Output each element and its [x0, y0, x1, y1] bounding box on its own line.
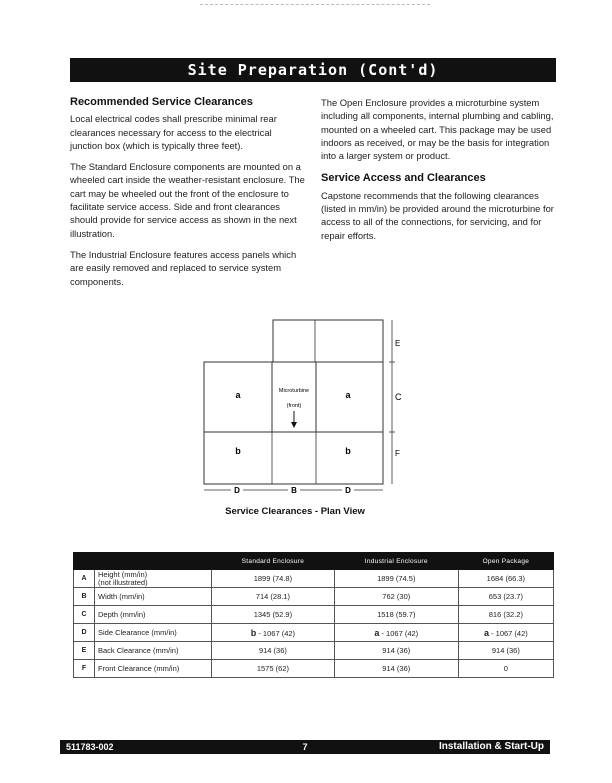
table-row: [74, 588, 554, 606]
row-label: Front Clearance (mm/in): [95, 660, 212, 678]
section-heading: Recommended Service Clearances: [70, 96, 253, 108]
cell-industrial: 762 (30): [334, 588, 458, 606]
dim-c: C: [395, 392, 402, 402]
page-number: 7: [302, 742, 308, 752]
cell-industrial: 914 (36): [334, 642, 458, 660]
back-clearance-box: [273, 320, 383, 362]
cell-open: [458, 624, 553, 642]
clearance-diagram: [198, 316, 408, 496]
clearance-prefix: a: [374, 627, 380, 638]
microturbine-label: Microturbine: [278, 388, 310, 394]
row-label: Width (mm/in): [95, 588, 212, 606]
row-letter: F: [74, 660, 95, 678]
row-letter: A: [74, 570, 95, 588]
label-a-left: a: [235, 390, 241, 400]
cell-industrial: 1899 (74.5): [334, 570, 458, 588]
row-letter: B: [74, 588, 95, 606]
label-b-right: b: [345, 446, 351, 456]
table-row: [74, 606, 554, 624]
diagram-caption: Service Clearances - Plan View: [225, 506, 365, 517]
paragraph: The Industrial Enclosure features access panels which are easily removed and replaced to service system components.: [70, 248, 297, 287]
cell-standard: 914 (36): [212, 642, 335, 660]
row-label: Side Clearance (mm/in): [95, 624, 212, 642]
paragraph: Local electrical codes shall prescribe minimal rear clearances necessary for access to the electrical junction box (which is typically three feet).: [70, 113, 277, 151]
row-letter: E: [74, 642, 95, 660]
clearance-value: - 1067 (42): [379, 628, 419, 638]
top-rule: [200, 4, 430, 5]
table-row: [74, 570, 554, 588]
cell-industrial: [334, 624, 458, 642]
header-industrial: Industrial Enclosure: [334, 553, 458, 570]
label-a-right: a: [345, 390, 351, 400]
clearance-value: - 1067 (42): [256, 628, 296, 638]
row-label: Back Clearance (mm/in): [95, 642, 212, 660]
cell-standard: [212, 624, 335, 642]
cell-open: 816 (32.2): [458, 606, 553, 624]
table-row: [74, 642, 554, 660]
paragraph: The Open Enclosure provides a microturbine system including all components, internal plumbing and cabling, mounted on a wheeled cart. This package may be used indoors as received, or may be the basis for integration into a larger system or product.: [321, 97, 554, 162]
label-b-left: b: [235, 446, 241, 456]
dim-e: E: [395, 339, 401, 348]
cell-standard: 1899 (74.8): [212, 570, 335, 588]
header-blank: [74, 553, 212, 570]
cell-standard: 714 (28.1): [212, 588, 335, 606]
page-footer: [60, 740, 550, 754]
section-heading: Service Access and Clearances: [321, 172, 486, 185]
cell-standard: 1575 (62): [212, 660, 335, 678]
cell-open: 653 (23.7): [458, 588, 553, 606]
row-letter: D: [74, 624, 95, 642]
left-column: [70, 96, 306, 296]
cell-industrial: 1518 (59.7): [334, 606, 458, 624]
header-open: Open Package: [458, 553, 553, 570]
cell-open: 1684 (66.3): [458, 570, 553, 588]
cell-standard: 1345 (52.9): [212, 606, 335, 624]
row-label: Height (mm/in) (not illustrated): [95, 570, 212, 588]
table-row: [74, 624, 554, 642]
cell-open: 914 (36): [458, 642, 553, 660]
specs-table: [73, 552, 554, 678]
row-letter: C: [74, 606, 95, 624]
cell-industrial: 914 (36): [334, 660, 458, 678]
dim-d-right: D: [345, 486, 351, 495]
front-arrow-head-icon: [291, 422, 297, 428]
row-label: Depth (mm/in): [95, 606, 212, 624]
clearance-prefix: a: [483, 627, 489, 638]
dim-f: F: [395, 449, 400, 458]
clearance-value: - 1067 (42): [488, 628, 528, 638]
header-standard: Standard Enclosure: [212, 553, 335, 570]
section-title: Installation & Start-Up: [438, 741, 544, 752]
clearance-prefix: b: [250, 627, 257, 638]
doc-number: 511783-002: [66, 742, 114, 752]
front-clearance-box: [204, 432, 383, 484]
table-row: [74, 660, 554, 678]
front-label: (front): [286, 403, 302, 409]
right-column: [321, 96, 557, 250]
dim-d-left: D: [234, 486, 240, 495]
paragraph: The Standard Enclosure components are mounted on a wheeled cart inside the weather-resistant enclosure. The cart may be wheeled out the front of the enclosure to facilitate service access. Side and front clearances should provide for service access as shown in the next illustration.: [70, 161, 305, 239]
dim-b: B: [291, 486, 297, 495]
paragraph: Capstone recommends that the following clearances (listed in mm/in) be provided around the microturbine for access to all of the connections, for servicing, and for repair efforts.: [321, 189, 554, 241]
cell-open: 0: [458, 660, 553, 678]
page-title: Site Preparation (Cont'd): [70, 58, 556, 82]
